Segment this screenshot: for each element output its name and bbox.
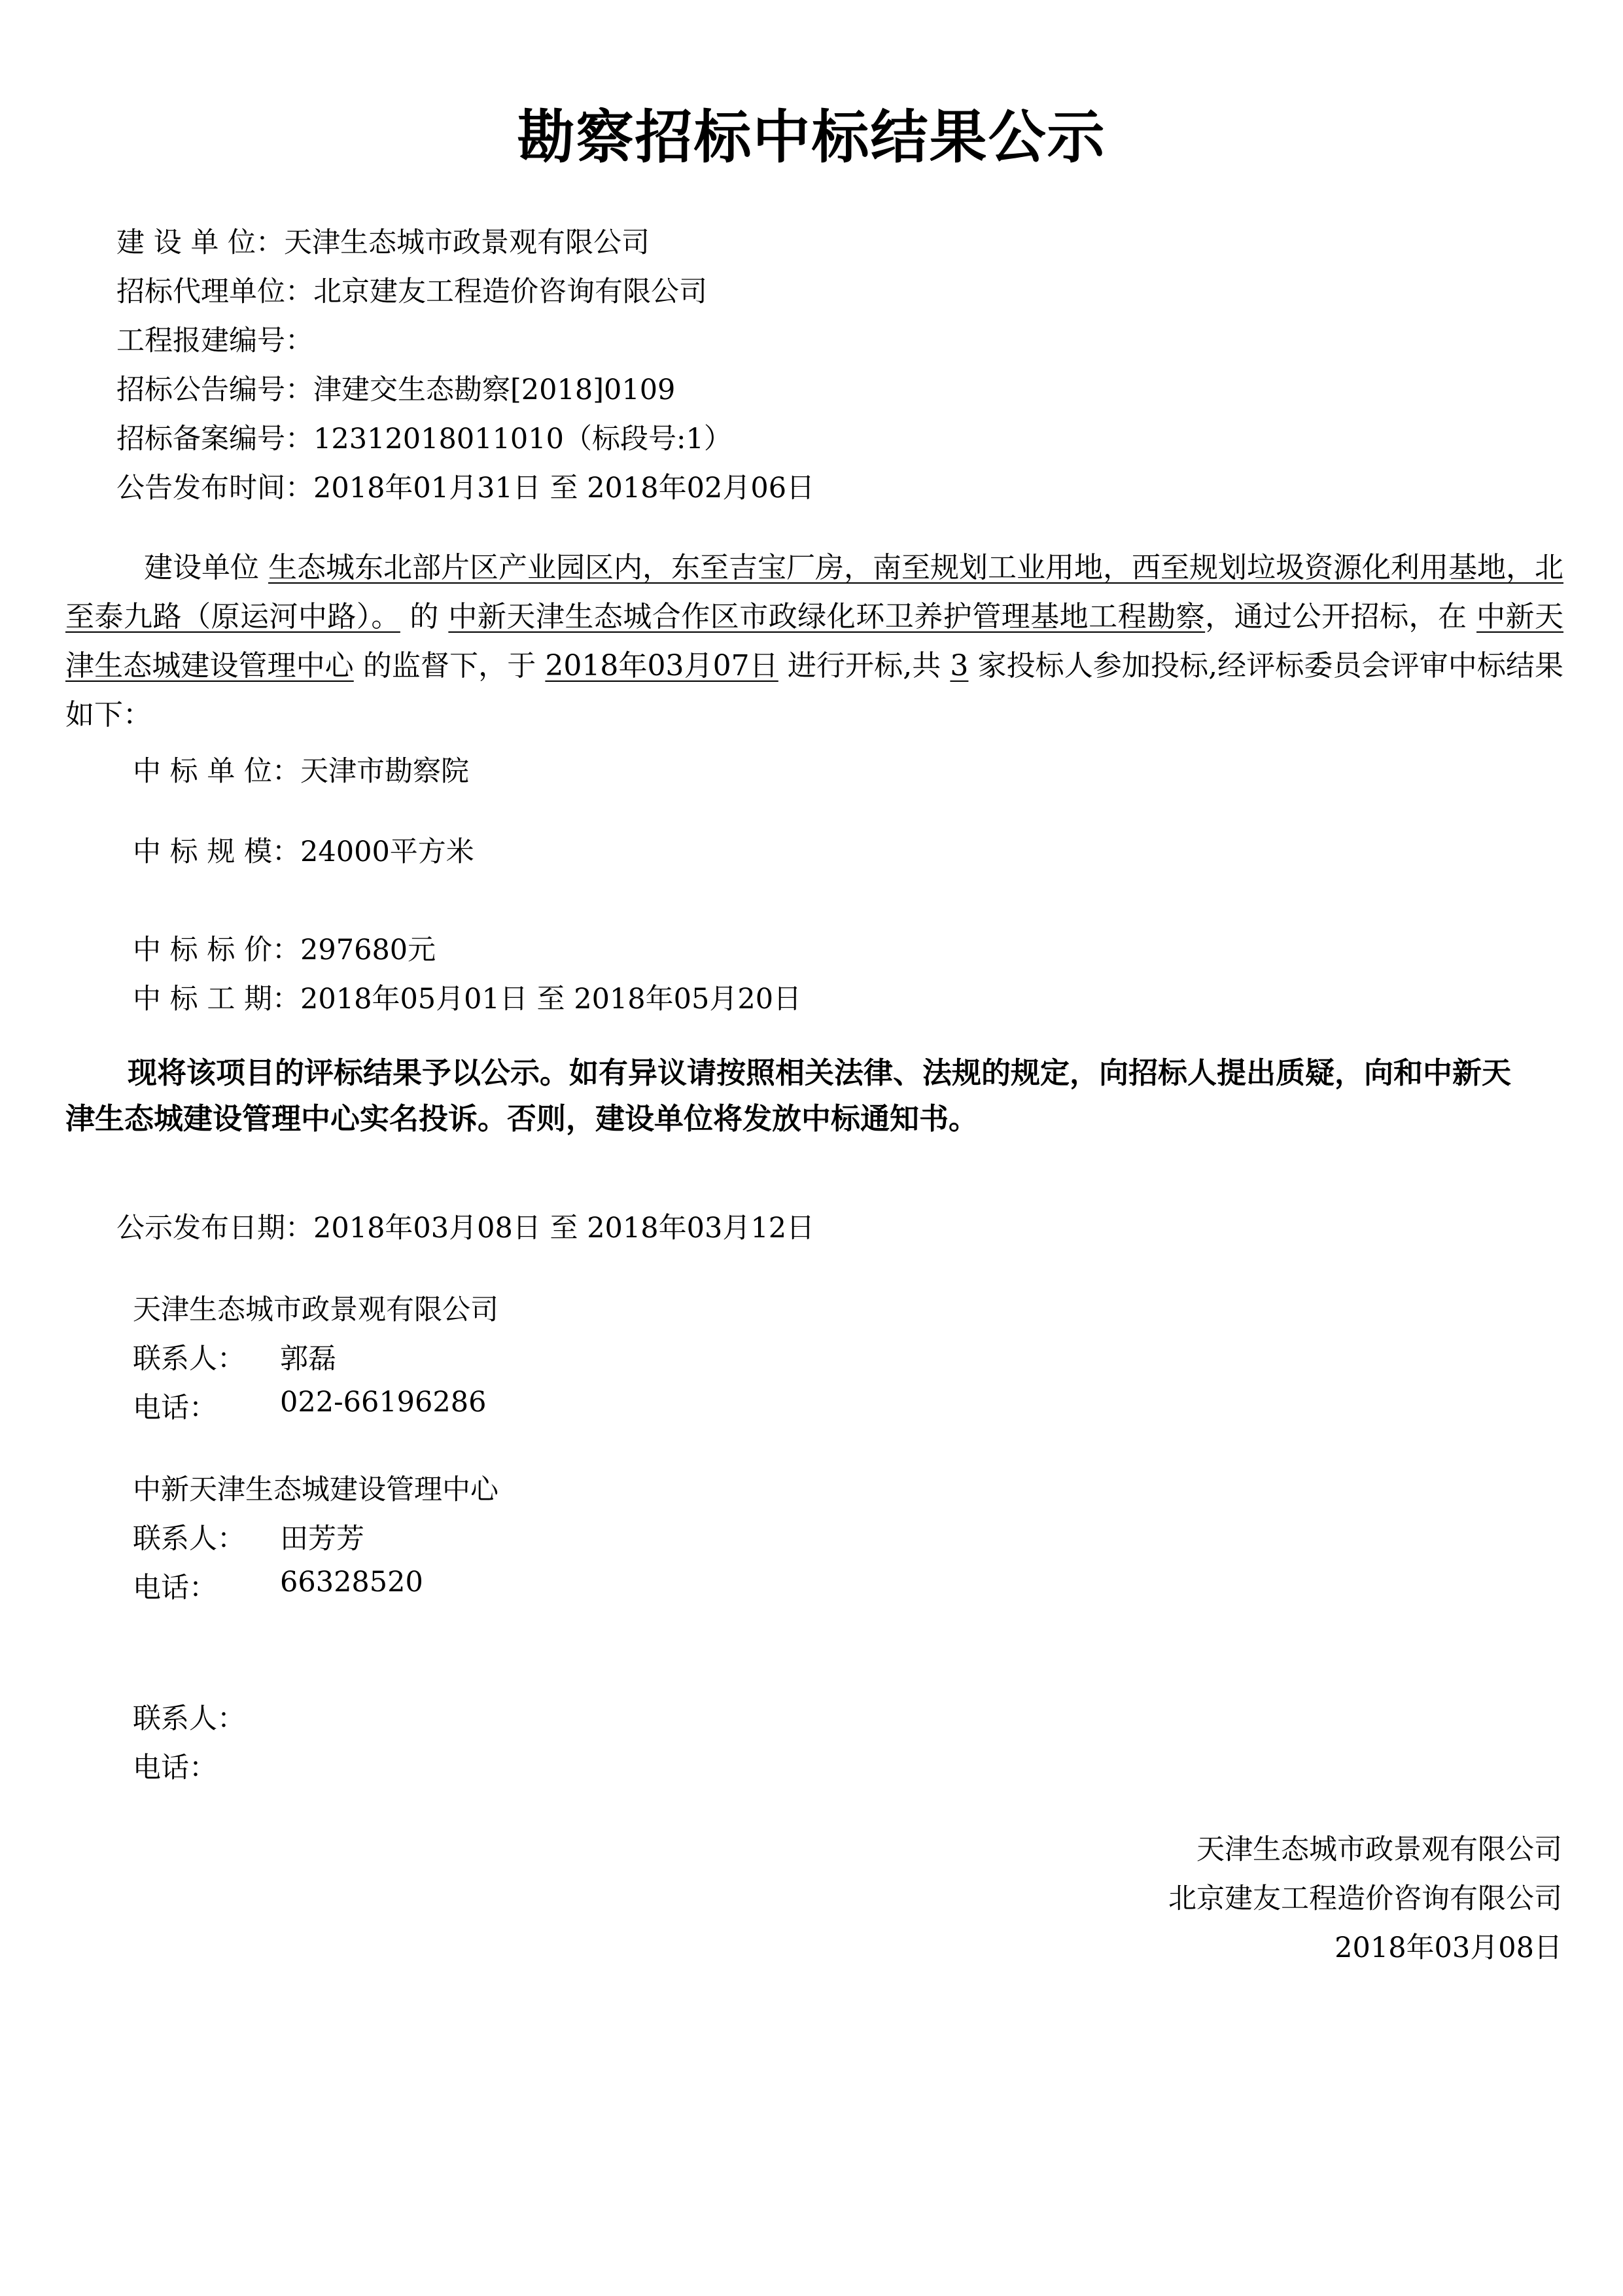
- agent-line: [116, 275, 707, 308]
- intro-text-2: 的: [410, 600, 439, 633]
- publish-time-label: 公告发布时间：: [116, 472, 313, 504]
- objection-notice: [65, 1050, 1511, 1142]
- period-label: 中 标 工 期：: [133, 983, 301, 1016]
- scale-line: [133, 830, 474, 870]
- signature-date: 2018年03月08日: [1335, 1932, 1562, 1964]
- open-date: 2018年03月07日: [545, 649, 778, 682]
- signature-org-1: 天津生态城市政景观有限公司: [1196, 1833, 1562, 1866]
- record-no-label: 招标备案编号：: [116, 423, 313, 455]
- contact-org-2: 中新天津生态城建设管理中心: [133, 1474, 498, 1506]
- price-value: 297680元: [300, 934, 436, 966]
- objection-notice-text: 现将该项目的评标结果予以公示。如有异议请按照相关法律、法规的规定，向招标人提出质疑，向和中新天津生态城建设管理中心实名投诉。否则，建设单位将发放中标通知书。: [65, 1055, 1512, 1136]
- contact-phone-label-2: 电话：: [133, 1572, 217, 1604]
- scale-value: 24000平方米: [300, 836, 474, 868]
- intro-text-3: ，通过公开招标，在: [1205, 600, 1467, 633]
- contact-person-label-1: 联系人：: [133, 1343, 245, 1375]
- project-no-label: 工程报建编号：: [116, 325, 313, 357]
- winner-line: [133, 749, 469, 789]
- contact-person-2: 田芳芳: [280, 1523, 364, 1555]
- publish-time-value: 2018年01月31日 至 2018年02月06日: [313, 472, 815, 504]
- builder-value: 天津生态城市政景观有限公司: [284, 226, 650, 259]
- contact-person-label-3: 联系人：: [133, 1703, 245, 1735]
- agent-value: 北京建友工程造价咨询有限公司: [313, 275, 707, 308]
- builder-line: [116, 226, 650, 259]
- publicity-value: 2018年03月08日 至 2018年03月12日: [313, 1212, 815, 1245]
- period-line: [133, 977, 801, 1017]
- contact-org-1: 天津生态城市政景观有限公司: [133, 1294, 498, 1326]
- scale-label: 中 标 规 模：: [133, 836, 301, 868]
- intro-text-1: 建设单位: [144, 551, 259, 584]
- price-line: [133, 928, 436, 968]
- supervisor-name: 中新天津生态城建设管理中心: [65, 600, 1564, 682]
- contact-person-1: 郭磊: [280, 1343, 336, 1375]
- price-label: 中 标 标 价：: [133, 934, 301, 966]
- notice-no-line: [116, 376, 675, 404]
- builder-label: 建 设 单 位：: [116, 226, 285, 259]
- contact-person-label-2: 联系人：: [133, 1523, 245, 1555]
- project-location: 生态城东北部片区产业园区内，东至吉宝厂房，南至规划工业用地，西至规划垃圾资源化利用基地，北至泰九路（原运河中路）。: [65, 551, 1563, 633]
- publicity-line: [116, 1206, 814, 1246]
- intro-text-5: 进行开标,共: [787, 649, 941, 682]
- project-name: 中新天津生态城合作区市政绿化环卫养护管理基地工程勘察: [448, 600, 1206, 633]
- signature-org-2: 北京建友工程造价咨询有限公司: [1168, 1882, 1562, 1915]
- contact-phone-label-1: 电话：: [133, 1392, 217, 1424]
- contact-phone-1: 022-66196286: [280, 1386, 487, 1419]
- contact-phone-label-3: 电话：: [133, 1752, 217, 1784]
- publish-time-line: [116, 474, 814, 503]
- notice-no-label: 招标公告编号：: [116, 374, 313, 406]
- page-title: 勘察招标中标结果公示: [517, 103, 1106, 171]
- record-no-line: [116, 425, 732, 453]
- notice-no-value: 津建交生态勘察[2018]0109: [313, 374, 676, 406]
- contact-phone-2: 66328520: [280, 1566, 423, 1598]
- winner-value: 天津市勘察院: [300, 755, 470, 788]
- record-no-value: 12312018011010（标段号:1）: [313, 423, 732, 455]
- winner-label: 中 标 单 位：: [133, 755, 301, 788]
- intro-paragraph: [65, 543, 1563, 739]
- intro-text-6: 家投标人参加投标,经评标委员会评审中标结果如下：: [65, 649, 1564, 732]
- project-no-line: [116, 327, 313, 355]
- intro-text-4: 的监督下，于: [362, 649, 536, 682]
- agent-label: 招标代理单位：: [116, 275, 313, 308]
- publicity-label: 公示发布日期：: [116, 1212, 313, 1245]
- bidder-count: 3: [950, 649, 969, 682]
- period-value: 2018年05月01日 至 2018年05月20日: [300, 983, 802, 1016]
